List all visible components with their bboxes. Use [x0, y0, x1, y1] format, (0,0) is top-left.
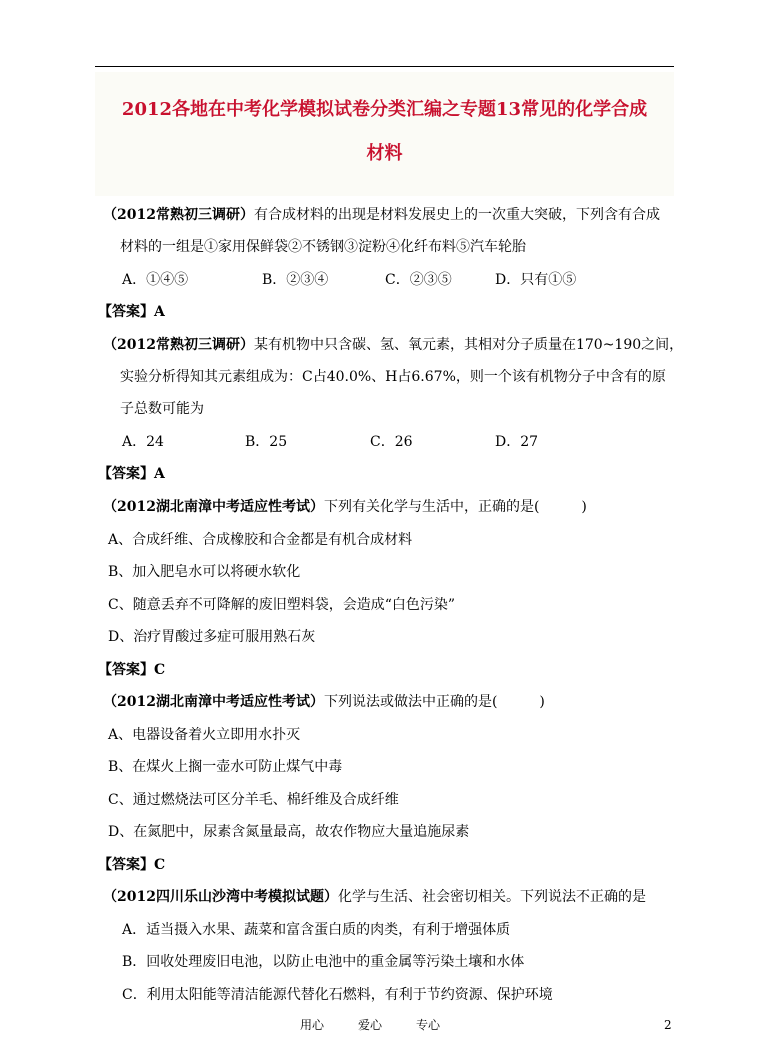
- question-4-stem: 下列说法或做法中正确的是( ): [323, 694, 545, 710]
- question-2-option-b: B．25: [245, 434, 288, 450]
- question-4-source: （2012湖北南漳中考适应性考试）: [103, 694, 324, 710]
- page-number: 2: [664, 1018, 672, 1032]
- question-2-stem: 某有机物中只含碳、氢、氧元素，其相对分子质量在170~190之间，: [253, 337, 684, 353]
- question-1-option-c: C．②③⑤: [385, 272, 452, 288]
- footer-word-1: 用心: [300, 1018, 325, 1032]
- question-2-option-d: D．27: [495, 434, 539, 450]
- question-4-option-a: A、电器设备着火立即用水扑灭: [108, 727, 301, 743]
- question-5-option-c: C．利用太阳能等清洁能源代替化石燃料，有利于节约资源、保护环境: [122, 987, 553, 1003]
- question-3-option-b: B、加入肥皂水可以将硬水软化: [108, 564, 301, 580]
- question-1-option-a: A．①④⑤: [122, 272, 189, 288]
- title-line-1: 2012各地在中考化学模拟试卷分类汇编之专题13常见的化学合成: [121, 99, 648, 120]
- title-line-2: 材料: [366, 143, 403, 164]
- question-1-line-2: 材料的一组是①家用保鲜袋②不锈钢③淀粉④化纤布料⑤汽车轮胎: [120, 239, 526, 255]
- question-3-source: （2012湖北南漳中考适应性考试）: [103, 499, 324, 515]
- question-3-line-1: [103, 497, 587, 517]
- question-2-line-2: 实验分析得知其元素组成为：C占40.0%、H占6.67%，则一个该有机物分子中含有的原: [120, 369, 666, 385]
- question-4-line-1: [103, 692, 545, 712]
- footer-word-2: 爱心: [358, 1018, 383, 1032]
- question-3-option-d: D、治疗胃酸过多症可服用熟石灰: [108, 629, 316, 645]
- question-2-option-c: C．26: [370, 434, 413, 450]
- question-4-option-d: D、在氮肥中，尿素含氮量最高，故农作物应大量追施尿素: [108, 824, 470, 840]
- question-3-answer: 【答案】C: [98, 662, 166, 678]
- question-2-source: （2012常熟初三调研）: [103, 337, 254, 353]
- footer-word-3: 专心: [416, 1018, 441, 1032]
- question-4-option-b: B、在煤火上搁一壶水可防止煤气中毒: [108, 759, 343, 775]
- question-1-answer: 【答案】A: [98, 304, 165, 320]
- question-2-answer: 【答案】A: [98, 466, 165, 482]
- question-5-source: （2012四川乐山沙湾中考模拟试题）: [103, 889, 338, 905]
- question-5-option-b: B．回收处理废旧电池，以防止电池中的重金属等污染土壤和水体: [122, 954, 525, 970]
- question-5-option-a: A．适当摄入水果、蔬菜和富含蛋白质的肉类，有利于增强体质: [122, 922, 511, 938]
- question-1-line-1: [103, 205, 660, 225]
- question-2-line-3: 子总数可能为: [120, 401, 204, 417]
- question-2-line-1: [103, 335, 683, 355]
- question-1-stem: 有合成材料的出现是材料发展史上的一次重大突破，下列含有合成: [253, 207, 660, 223]
- question-4-answer: 【答案】C: [98, 857, 166, 873]
- question-1-option-d: D．只有①⑤: [495, 272, 577, 288]
- question-3-stem: 下列有关化学与生活中，正确的是( ): [323, 499, 587, 515]
- question-4-option-c: C、通过燃烧法可区分羊毛、棉纤维及合成纤维: [108, 792, 399, 808]
- question-1-option-b: B．②③④: [262, 272, 329, 288]
- question-3-option-c: C、随意丢弃不可降解的废旧塑料袋，会造成“白色污染”: [108, 597, 456, 613]
- question-2-option-a: A．24: [122, 434, 164, 450]
- document-title: [95, 88, 674, 176]
- question-1-source: （2012常熟初三调研）: [103, 207, 254, 223]
- header-rule: [95, 66, 674, 67]
- question-3-option-a: A、合成纤维、合成橡胶和合金都是有机合成材料: [108, 532, 413, 548]
- question-5-line-1: [103, 887, 646, 907]
- question-5-stem: 化学与生活、社会密切相关。下列说法不正确的是: [337, 889, 646, 905]
